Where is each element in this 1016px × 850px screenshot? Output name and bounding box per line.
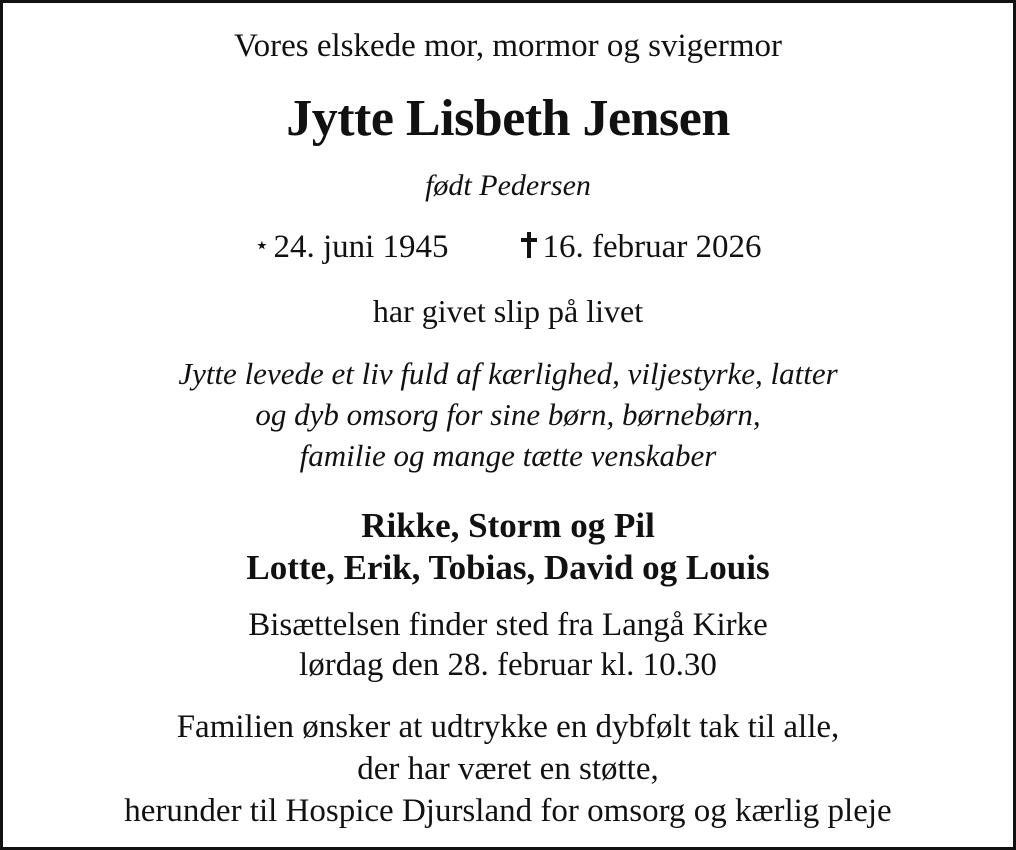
service-line: Bisættelsen finder sted fra Langå Kirke — [248, 607, 768, 643]
tribute-line: Jytte levede et liv fuld af kærlighed, viljestyrke, latter — [178, 356, 838, 391]
life-dates — [3, 231, 1013, 264]
death-date: 16. februar 2026 — [542, 229, 762, 265]
thanks-line: der har været en støtte, — [357, 751, 659, 787]
tribute-line: og dyb omsorg for sine børn, børnebørn, — [255, 397, 761, 432]
thanks-line: herunder til Hospice Djursland for omsorg og kærlig pleje — [124, 793, 892, 829]
tribute-text — [3, 353, 1013, 476]
thanks-text — [3, 706, 1013, 832]
service-line: lørdag den 28. februar kl. 10.30 — [299, 647, 717, 683]
cross-icon — [521, 232, 537, 258]
star-icon: ⋆ — [254, 233, 270, 259]
intro-line: Vores elskede mor, mormor og svigermor — [234, 28, 782, 64]
passing-statement: har givet slip på livet — [372, 293, 644, 329]
maiden-name: født Pedersen — [425, 169, 591, 202]
thanks-line: Familien ønsker at udtrykke en dybfølt tak til alle, — [176, 709, 840, 745]
family-line: Lotte, Erik, Tobias, David og Louis — [246, 548, 770, 587]
family-line: Rikke, Storm og Pil — [361, 506, 655, 545]
tribute-line: familie og mange tætte venskaber — [299, 438, 717, 473]
birth-date: 24. juni 1945 — [273, 229, 449, 265]
family-names — [3, 505, 1013, 589]
service-details — [3, 605, 1013, 685]
deceased-name: Jytte Lisbeth Jensen — [286, 90, 730, 147]
